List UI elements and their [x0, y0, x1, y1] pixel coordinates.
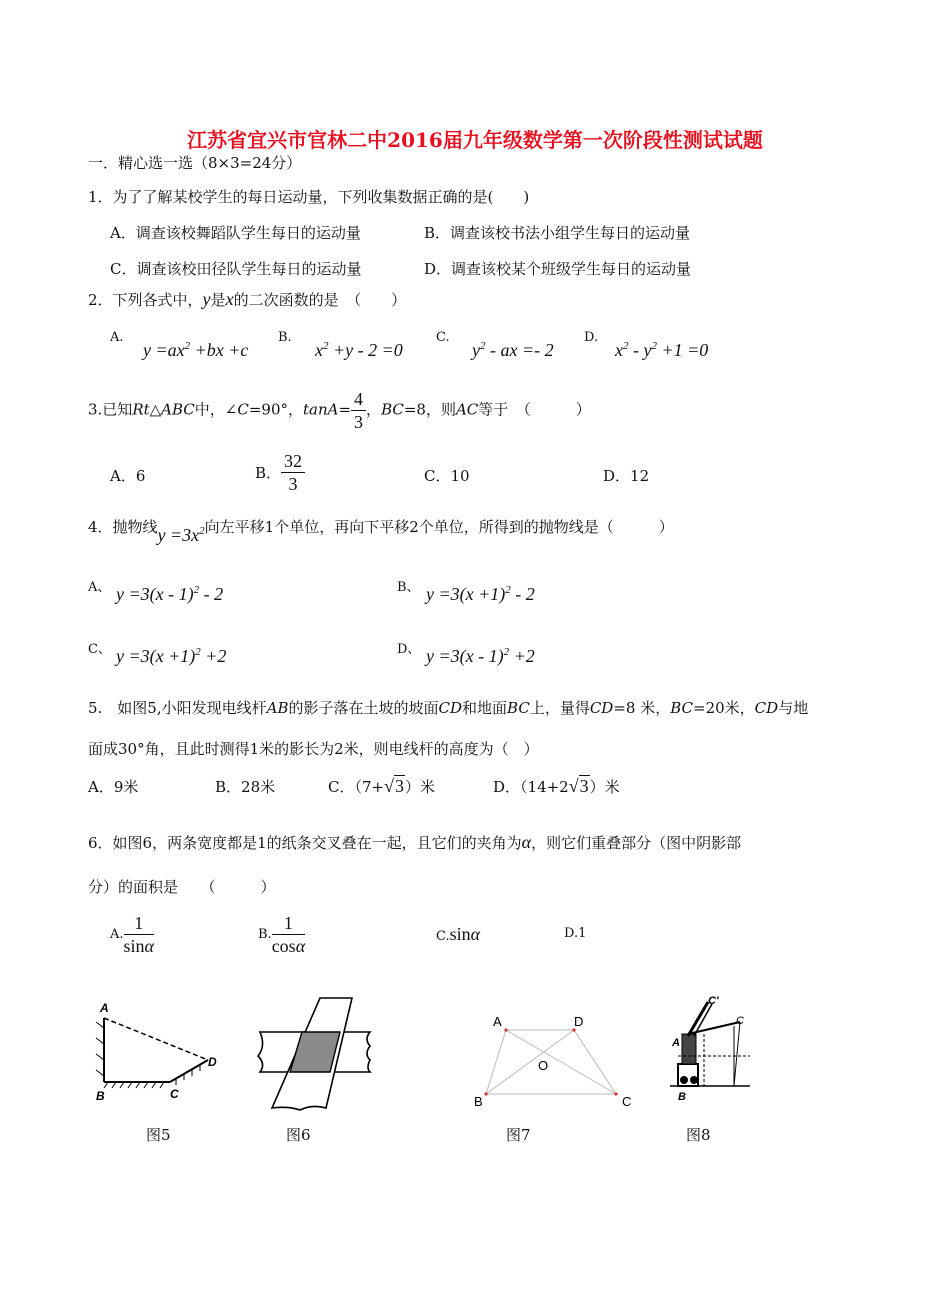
q5-c-sqrt: √3	[384, 776, 404, 796]
q6-b-fraction	[272, 912, 305, 957]
q6-a-den	[124, 935, 154, 957]
q4-formula-d: y =3(x - 1)$^2$ +2	[426, 646, 535, 666]
q3-option-b	[255, 450, 305, 495]
q6-option-a	[110, 912, 154, 957]
q2-var-x: x	[225, 289, 234, 309]
q6-c-sin: sin	[449, 924, 471, 944]
q3-option-c: C．10	[424, 467, 470, 485]
fig5-label-d: D	[208, 1055, 217, 1069]
q6-a-label: A.	[110, 927, 124, 942]
q1-option-c: C．调查该校田径队学生每日的运动量	[110, 260, 362, 278]
q4-formula: $y =3x^2$	[157, 525, 205, 545]
q1-option-a: A．调查该校舞蹈队学生每日的运动量	[110, 224, 361, 242]
q2-stem-pre: 2．下列各式中，	[88, 291, 203, 309]
q5-t5: =20米，	[693, 699, 755, 717]
q6-option-c	[436, 924, 480, 945]
q2-label-a: A.	[110, 330, 124, 345]
q2-is: 是	[210, 291, 226, 309]
q2-label-c: C.	[436, 330, 450, 345]
question-5-line-1	[88, 697, 808, 718]
q6-post: ，则它们重叠部分（图中阴影部	[531, 834, 742, 852]
q3-option-a: A．6	[110, 467, 146, 485]
q5-d-radicand: 3	[579, 776, 589, 796]
q6-b-num: 1	[272, 912, 305, 935]
q5-cd3: CD	[754, 699, 779, 717]
fig8-label-b: B	[678, 1091, 686, 1103]
q4-label-b: B、	[397, 580, 420, 595]
q4-formula-b: $y =3(x +1)^2 - 2$	[426, 584, 535, 604]
q6-b-label: B.	[258, 927, 272, 942]
q6-pre: 6．如图6，两条宽度都是1的纸条交叉叠在一起，且它们的夹角为	[88, 834, 522, 852]
q3-mid1: 中，∠	[194, 400, 238, 419]
q5-t6: 与地	[778, 699, 809, 717]
q2-label-b: B.	[278, 330, 292, 345]
q3-b-label: B．	[255, 464, 282, 482]
fig5-label-b: B	[96, 1089, 105, 1103]
q3-frac-num: 4	[351, 388, 366, 411]
question-5-line-2: 面成30°角，且此时测得1米的影长为2米，则电线杆的高度为（ ）	[88, 740, 539, 758]
q2-var-y: y	[202, 289, 211, 309]
q6-a-num: 1	[124, 912, 154, 935]
q5-d-sqrt: √3	[568, 776, 589, 796]
figure-8-caption: 图8	[686, 1126, 711, 1144]
q5-bc: BC	[507, 699, 530, 717]
question-4-stem	[88, 516, 674, 545]
q5-c-post: ）米	[404, 778, 435, 796]
q5-t1: 的影子落在土坡的坡面	[288, 699, 439, 717]
q3-option-d: D．12	[603, 467, 650, 485]
q5-d-pre: D．（14+2	[493, 778, 569, 796]
fig7-label-b: B	[474, 1094, 483, 1109]
figure-8-diagram	[664, 994, 774, 1106]
fig7-label-c: C	[622, 1094, 632, 1109]
q2-stem-post: 的二次函数的是 （ ）	[233, 291, 407, 309]
q5-cd: CD	[438, 699, 463, 717]
q5-t2: 和地面	[462, 699, 508, 717]
q6-c-label: C.	[436, 929, 450, 944]
question-2-stem	[88, 289, 406, 310]
q5-t3: 上，量得	[529, 699, 590, 717]
q2-formula-a: $y =ax^2 +bx +c$	[143, 340, 249, 360]
q3-eq: =	[338, 400, 352, 419]
figure-5-diagram	[88, 998, 228, 1106]
q6-a-alpha: α	[144, 936, 154, 956]
q3-pre: 3.已知	[88, 400, 133, 419]
q4-formula-c: $y =3(x +1)^2 +2$	[116, 646, 227, 666]
fig7-label-a: A	[493, 1014, 502, 1029]
q5-c-radicand: 3	[394, 776, 404, 796]
q5-option-b: B．28米	[215, 778, 276, 796]
q5-option-c	[328, 776, 435, 797]
fig8-label-a: A	[672, 1037, 680, 1049]
question-6-line-1	[88, 832, 741, 853]
q2-label-d: D.	[584, 330, 599, 345]
q3-b-den: 3	[288, 474, 298, 494]
q4-formula-a: y =3(x - 1)$^2$ - 2	[116, 584, 224, 604]
q3-triangle: Rt△ABC	[132, 400, 195, 419]
q5-c-pre: C．（7+	[328, 778, 385, 796]
q6-option-d: D.1	[564, 926, 587, 941]
question-3-stem	[88, 388, 591, 433]
q3-bc: BC	[381, 400, 404, 419]
q3-fraction	[351, 388, 366, 433]
q1-option-d: D．调查该校某个班级学生每日的运动量	[424, 260, 692, 278]
q6-c-alpha: α	[470, 924, 481, 944]
q2-formula-c: $y^2$ - ax =- 2	[472, 340, 554, 360]
q1-option-b: B．调查该校书法小组学生每日的运动量	[424, 224, 691, 242]
q3-mid3: ，	[366, 400, 382, 419]
fig7-label-d: D	[574, 1014, 584, 1029]
q3-mid4: =8，则	[403, 400, 456, 419]
figure-7-caption: 图7	[506, 1126, 531, 1144]
q6-alpha: α	[521, 832, 532, 852]
q5-t4: =8 米，	[613, 699, 671, 717]
q5-cd2: CD	[589, 699, 614, 717]
q3-frac-den: 3	[354, 412, 364, 432]
q6-b-cos: cos	[271, 936, 296, 956]
fig8-label-c-prime: C'	[708, 995, 719, 1007]
fig8-label-c: C	[736, 1015, 744, 1027]
section-heading: 一．精心选一选（8×3=24分）	[88, 154, 302, 172]
q5-bc2: BC	[670, 699, 694, 717]
q6-a-fraction	[124, 912, 154, 957]
q3-ac: AC	[455, 400, 479, 419]
fig7-label-o: O	[538, 1058, 549, 1073]
fig5-label-c: C	[170, 1087, 179, 1101]
figure-7-diagram	[470, 1010, 640, 1114]
q4-label-a: A、	[88, 580, 111, 595]
question-6-line-2: 分）的面积是 （ ）	[88, 878, 276, 896]
q3-angle-c: C	[237, 400, 249, 419]
q5-option-d	[493, 776, 620, 797]
q5-option-a: A．9米	[88, 778, 139, 796]
q4-post: 向左平移1个单位，再向下平移2个单位，所得到的抛物线是（ ）	[204, 518, 674, 536]
q2-formula-b: $x^2 +y - 2 =0$	[315, 340, 403, 360]
q2-formula-d: $x^2 - y^2 +1 =0$	[615, 340, 709, 360]
q5-pre: 5. 如图5,小阳发现电线杆	[88, 699, 267, 717]
q5-ab: AB	[266, 699, 289, 717]
q3-b-num: 32	[281, 450, 305, 473]
q6-option-b	[258, 912, 305, 957]
fig5-label-a: A	[100, 1001, 109, 1015]
q3-mid2: =90°，	[248, 400, 303, 419]
q4-label-d: D、	[397, 642, 421, 657]
q6-a-sin: sin	[123, 936, 145, 956]
q3-b-fraction	[281, 450, 305, 495]
question-1-stem: 1．为了了解某校学生的每日运动量，下列收集数据正确的是( )	[88, 188, 530, 206]
q3-tan: tanA	[303, 400, 339, 419]
q4-pre: 4．抛物线	[88, 518, 158, 536]
figure-6-caption: 图6	[286, 1126, 311, 1144]
figure-5-caption: 图5	[146, 1126, 171, 1144]
page-title: 江苏省宜兴市官林二中2016届九年级数学第一次阶段性测试试题	[187, 128, 763, 152]
q6-b-alpha: α	[295, 936, 306, 956]
q5-d-post: ）米	[589, 778, 620, 796]
figure-6-diagram	[250, 994, 390, 1114]
q6-b-den	[272, 935, 305, 957]
q4-label-c: C、	[88, 642, 111, 657]
q3-post: 等于 （ ）	[478, 400, 591, 419]
